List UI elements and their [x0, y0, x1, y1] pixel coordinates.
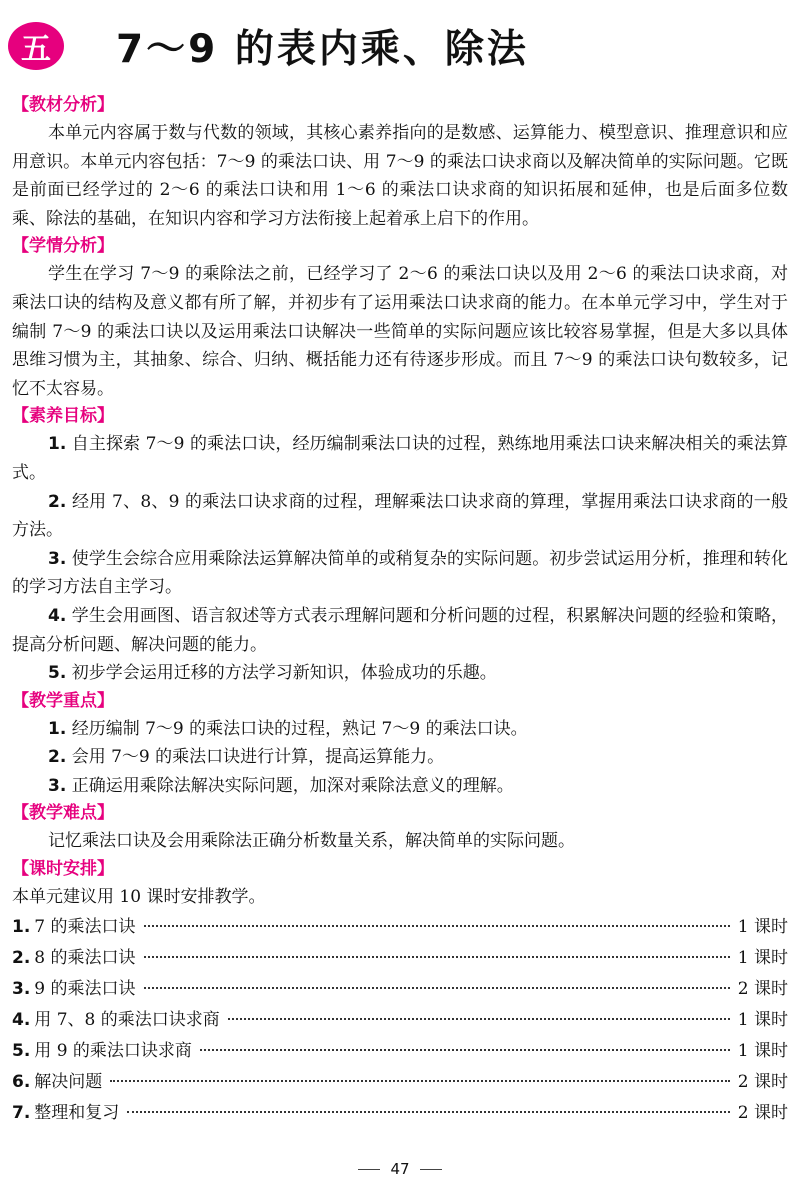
schedule-row: 3. 9 的乘法口诀 2 课时 — [12, 978, 788, 999]
goal-item: 3. 使学生会综合应用乘除法运算解决简单的或稍复杂的实际问题。初步尝试运用分析，推理和转化的学习方法自主学习。 — [12, 548, 789, 598]
goal-item: 4. 学生会用画图、语言叙述等方式表示理解问题和分析问题的过程，积累解决问题的经验和策略，提高分析问题、解决问题的能力。 — [12, 605, 789, 655]
goal-item: 2. 经用 7、8、9 的乘法口诀求商的过程，理解乘法口诀求商的算理，掌握用乘法口诀求商的一般方法。 — [12, 491, 788, 541]
schedule-row: 4. 用 7、8 的乘法口诀求商 1 课时 — [12, 1009, 788, 1030]
page-content — [12, 92, 788, 1129]
chapter-title-text: 7～9 的表内乘、除法 — [116, 27, 529, 72]
schedule-row: 6. 解决问题 2 课时 — [12, 1071, 788, 1092]
schedule-list — [12, 912, 788, 1129]
schedule-row: 7. 整理和复习 2 课时 — [12, 1102, 788, 1123]
section-heading-key-points: 【教学重点】 — [12, 690, 114, 711]
key-point-item: 3. 正确运用乘除法解决实际问题，加深对乘除法意义的理解。 — [48, 775, 514, 796]
section-heading-goals: 【素养目标】 — [12, 406, 114, 427]
schedule-intro: 本单元建议用 10 课时安排教学。 — [12, 887, 266, 908]
schedule-row: 5. 用 9 的乘法口诀求商 1 课时 — [12, 1040, 788, 1061]
chapter-title — [8, 14, 529, 78]
schedule-row: 1. 7 的乘法口诀 1 课时 — [12, 916, 788, 937]
section-heading-students: 【学情分析】 — [12, 236, 114, 257]
section-heading-schedule: 【课时安排】 — [12, 859, 114, 880]
schedule-row: 2. 8 的乘法口诀 1 课时 — [12, 947, 788, 968]
materials-paragraph: 本单元内容属于数与代数的领域，其核心素养指向的是数感、运算能力、模型意识、推理意识和应用意识。本单元内容包括：7～9 的乘法口诀、用 7～9 的乘法口诀求商以及解决简单的实际问题。它既是前面已经学过的 2～6 的乘法口诀和用 1～6 的乘法口诀求商的知识拓展和延伸，也是后面多位数乘、除法的基础，在知识内容和学习方法衔接上起着承上启下的作用。 — [12, 123, 788, 229]
page-number: 47 — [0, 1160, 800, 1178]
key-point-item: 2. 会用 7～9 的乘法口诀进行计算，提高运算能力。 — [48, 747, 445, 768]
difficulties-paragraph: 记忆乘法口诀及会用乘除法正确分析数量关系，解决简单的实际问题。 — [48, 831, 575, 852]
students-paragraph: 学生在学习 7～9 的乘除法之前，已经学习了 2～6 的乘法口诀以及用 2～6 的乘法口诀求商，对乘法口诀的结构及意义都有所了解，并初步有了运用乘法口诀求商的能力。在本单元学习中，学生对于编制 7～9 的乘法口诀以及运用乘法口诀解决一些简单的实际问题应该比较容易掌握，但是大多以具体思维习惯为主，其抽象、综合、归纳、概括能力还有待逐步形成。而且 7～9 的乘法口诀句数较多，记忆不太容易。 — [12, 264, 788, 399]
key-point-item: 1. 经历编制 7～9 的乘法口诀的过程，熟记 7～9 的乘法口诀。 — [48, 718, 528, 739]
goal-item: 1. 自主探索 7～9 的乘法口诀，经历编制乘法口诀的过程，熟练地用乘法口诀来解决相关的乘法算式。 — [12, 434, 788, 483]
section-heading-difficulties: 【教学难点】 — [12, 803, 114, 824]
chapter-number-badge: 五 — [8, 22, 64, 70]
goal-item: 5. 初步学会运用迁移的方法学习新知识，体验成功的乐趣。 — [48, 663, 497, 684]
section-heading-materials: 【教材分析】 — [12, 95, 114, 115]
